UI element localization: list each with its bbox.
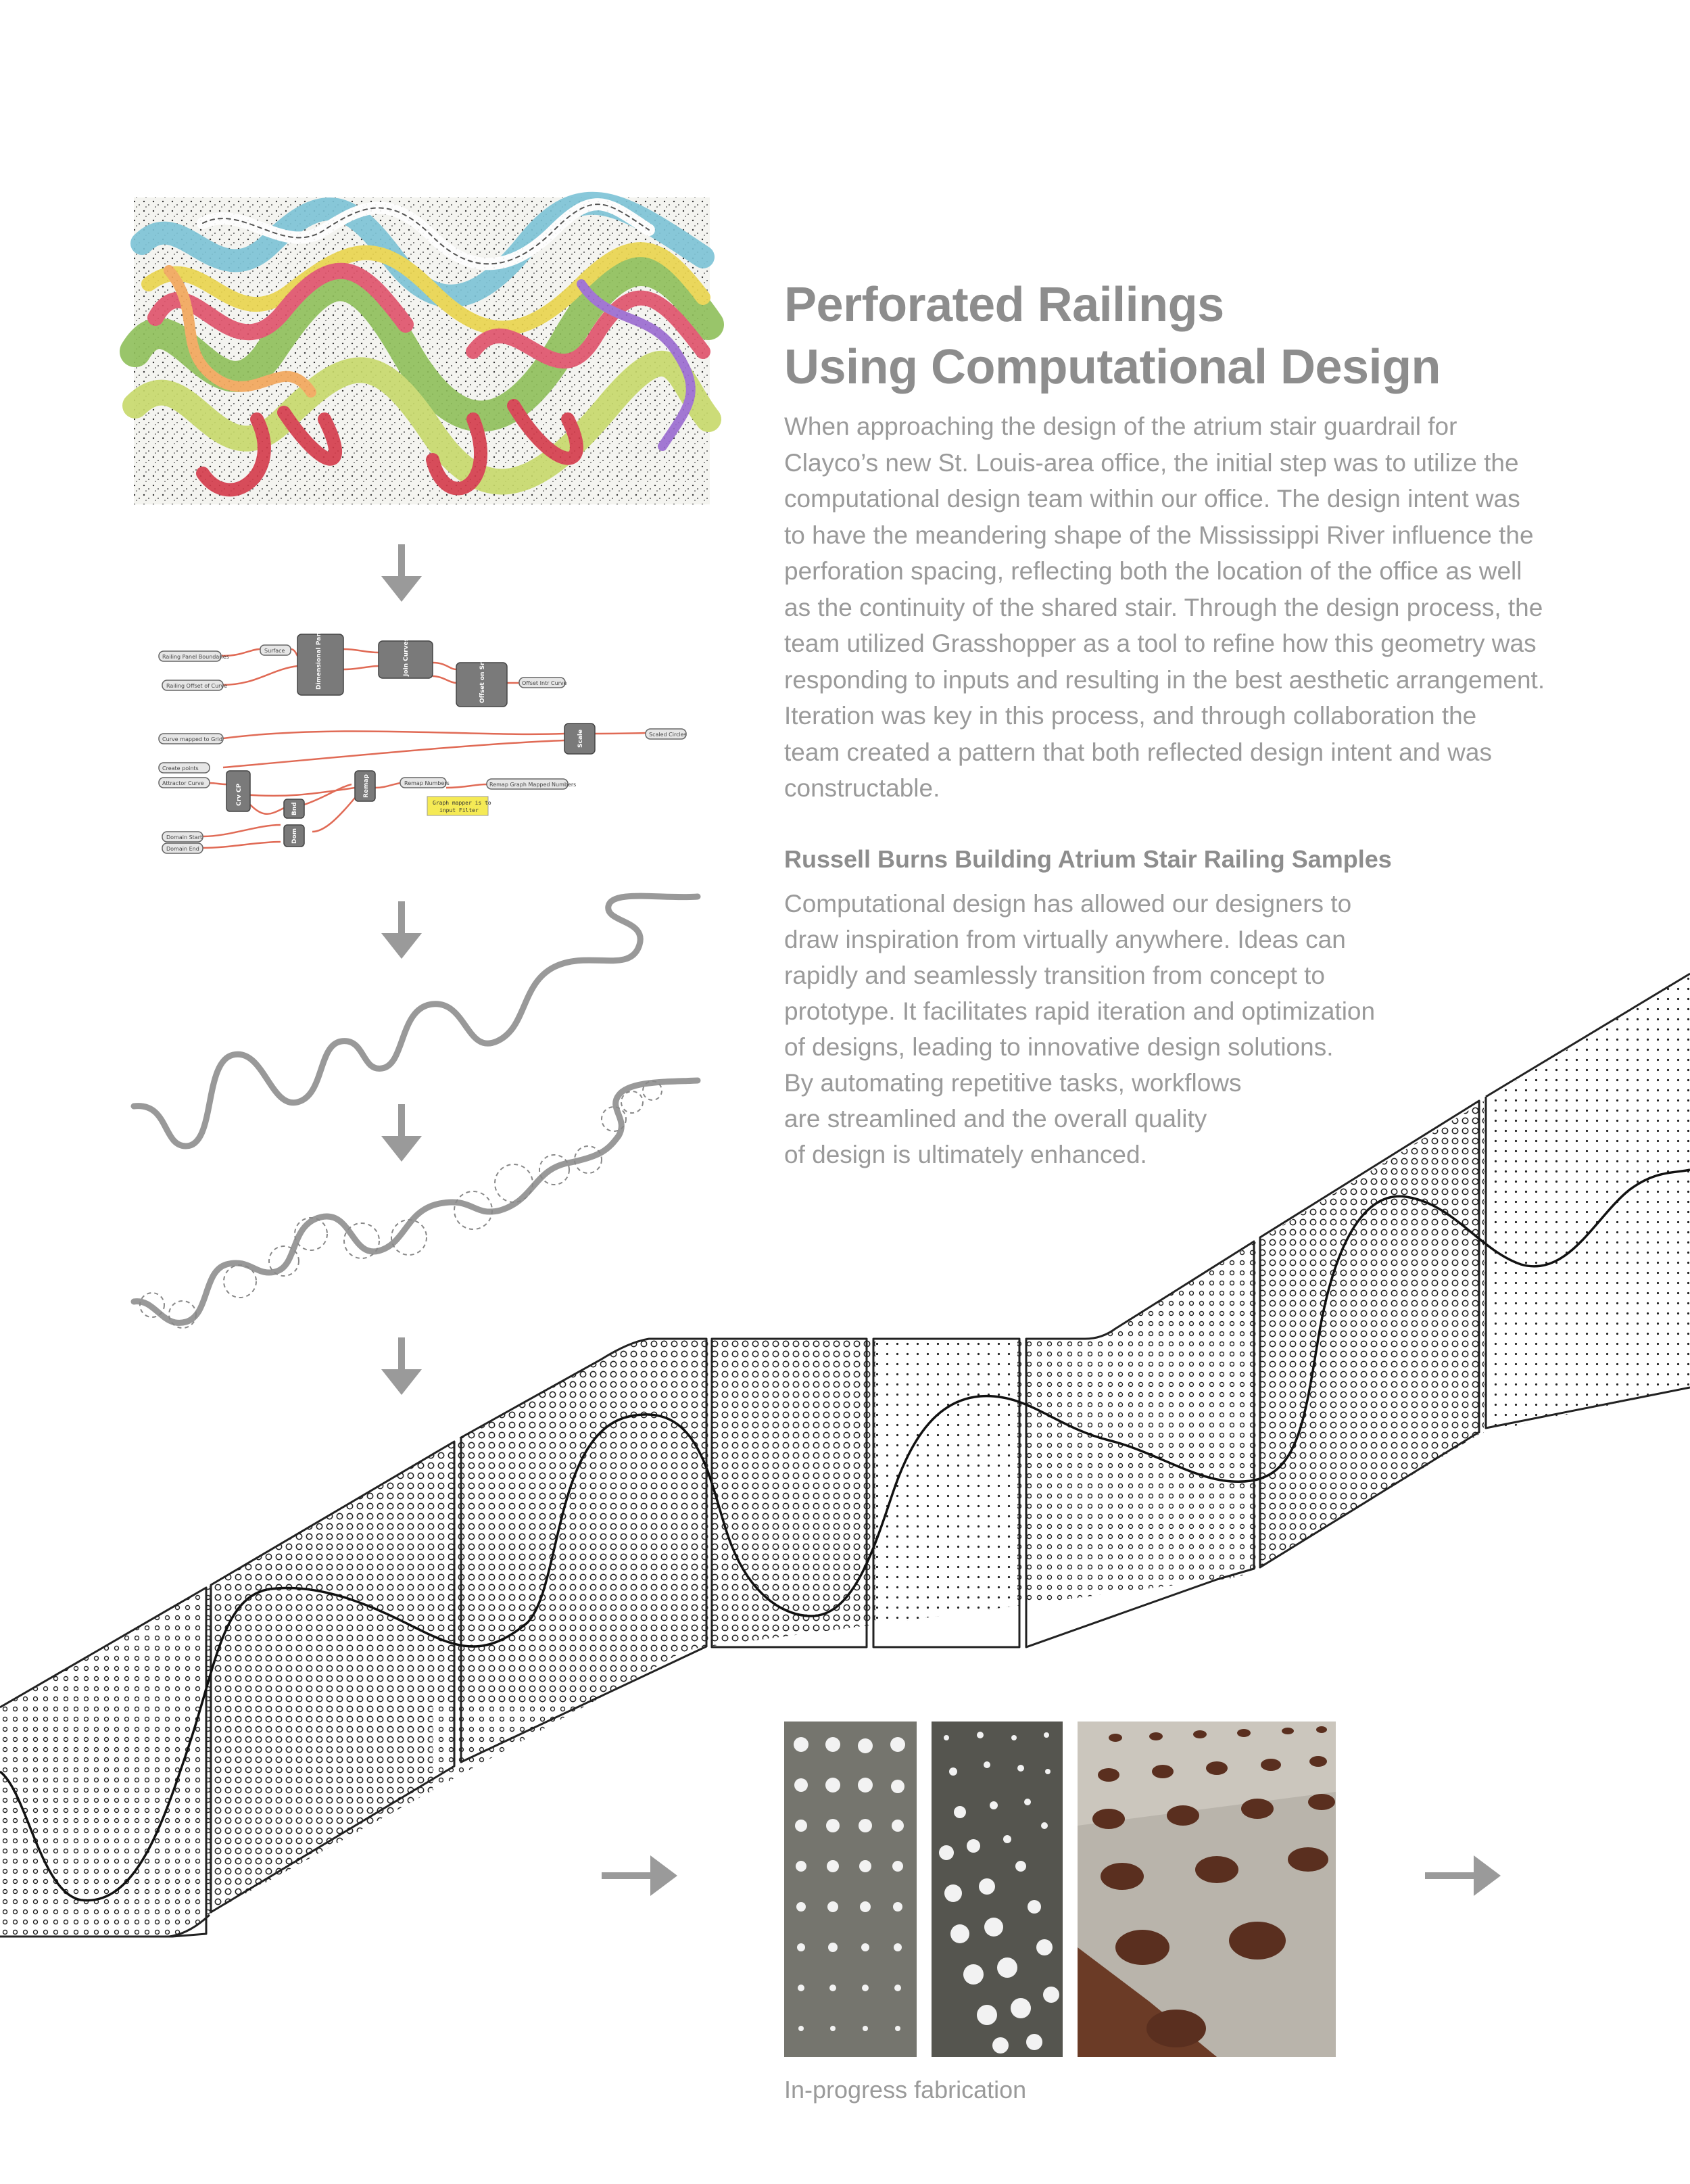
samples-paragraph xyxy=(784,886,1460,1172)
samples-line: draw inspiration from virtually anywhere. Ideas can xyxy=(784,926,1346,953)
svg-text:Domain Start: Domain Start xyxy=(166,834,203,840)
svg-text:Railing Offset of Curve: Railing Offset of Curve xyxy=(166,683,228,689)
svg-text:Dom: Dom xyxy=(291,828,298,844)
samples-line: prototype. It facilitates rapid iteration and optimization xyxy=(784,997,1376,1025)
svg-text:Dimensional Panel: Dimensional Panel xyxy=(316,626,322,690)
intro-line: responding to inputs and resulting in the best aesthetic arrangement. xyxy=(784,665,1545,694)
svg-text:Remap Graph Mapped Numbers: Remap Graph Mapped Numbers xyxy=(489,782,577,788)
svg-text:Curve mapped to Grid: Curve mapped to Grid xyxy=(162,736,222,742)
intro-line: computational design team within our office. The design intent was xyxy=(784,485,1520,513)
samples-line: rapidly and seamlessly transition from concept to xyxy=(784,962,1325,989)
svg-text:Scaled Circles: Scaled Circles xyxy=(649,732,687,738)
svg-text:Offset Intr Curve: Offset Intr Curve xyxy=(522,680,567,686)
fabrication-caption: In-progress fabrication xyxy=(784,2076,1027,2104)
samples-line: of design is ultimately enhanced. xyxy=(784,1141,1147,1168)
svg-text:input Filter: input Filter xyxy=(439,807,479,813)
samples-line: By automating repetitive tasks, workflows xyxy=(784,1069,1242,1097)
intro-line: When approaching the design of the atrium stair guardrail for xyxy=(784,412,1457,440)
svg-text:Offset on Srf: Offset on Srf xyxy=(479,659,486,703)
samples-line: of designs, leading to innovative design solutions. xyxy=(784,1033,1334,1061)
svg-text:Railing Panel Boundaries: Railing Panel Boundaries xyxy=(162,654,229,660)
intro-line: team utilized Grasshopper as a tool to refine how this geometry was xyxy=(784,630,1537,657)
svg-text:Crv CP: Crv CP xyxy=(236,783,243,806)
samples-line: Computational design has allowed our designers to xyxy=(784,890,1352,918)
intro-line: constructable. xyxy=(784,774,940,802)
intro-line: as the continuity of the shared stair. Through the design process, the xyxy=(784,593,1543,621)
samples-heading: Russell Burns Building Atrium Stair Railing Samples xyxy=(784,845,1392,873)
svg-text:Attractor Curve: Attractor Curve xyxy=(162,780,204,786)
svg-text:Domain End: Domain End xyxy=(166,846,199,852)
svg-text:Remap: Remap xyxy=(363,774,370,798)
svg-text:Remap Numbers: Remap Numbers xyxy=(404,780,450,786)
title-line-1: Perforated Railings xyxy=(784,278,1224,332)
intro-line: perforation spacing, reflecting both the location of the office as well xyxy=(784,557,1522,585)
title-line-2: Using Computational Design xyxy=(784,340,1441,394)
svg-text:Scale: Scale xyxy=(577,729,584,748)
intro-paragraph xyxy=(784,408,1562,807)
samples-line: are streamlined and the overall quality xyxy=(784,1105,1207,1133)
svg-text:Graph mapper is to: Graph mapper is to xyxy=(433,800,491,806)
svg-text:Bnd: Bnd xyxy=(291,802,298,815)
page-title xyxy=(784,274,1595,398)
intro-line: Iteration was key in this process, and through collaboration the xyxy=(784,702,1477,730)
svg-text:Surface: Surface xyxy=(264,648,285,654)
intro-line: to have the meandering shape of the Mississippi River influence the xyxy=(784,521,1534,549)
intro-line: Clayco’s new St. Louis-area office, the initial step was to utilize the xyxy=(784,448,1519,477)
svg-text:Join Curves: Join Curves xyxy=(403,638,410,676)
intro-line: team created a pattern that both reflected design intent and was xyxy=(784,738,1492,766)
svg-text:Create points: Create points xyxy=(162,765,199,771)
